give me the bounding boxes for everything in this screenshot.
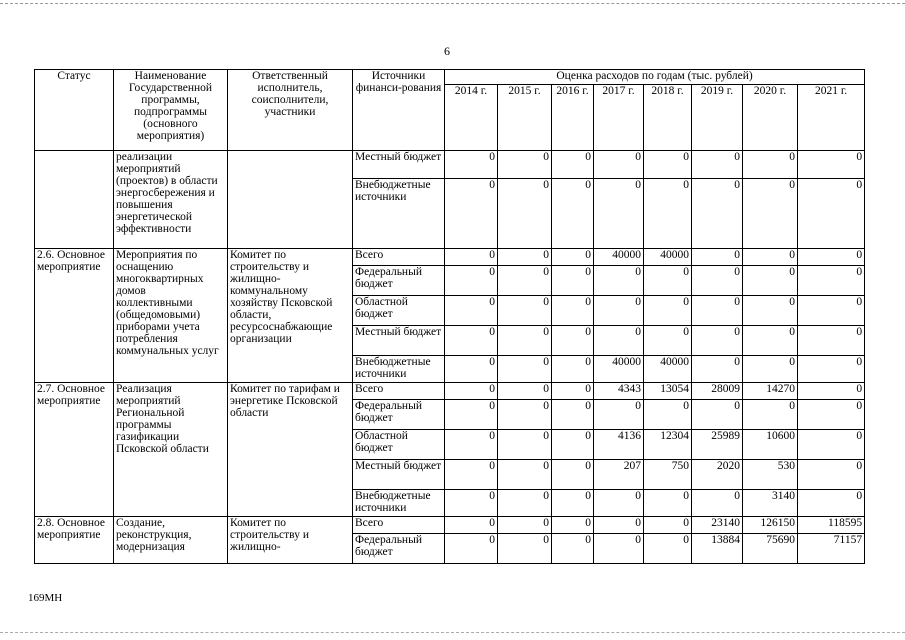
value-cell: 530: [743, 460, 798, 490]
responsible-cell: Комитет по строительству и жилищно-: [228, 517, 353, 564]
funding-source-cell: Местный бюджет: [353, 326, 445, 356]
value-cell: 0: [692, 326, 743, 356]
value-cell: 0: [445, 400, 498, 430]
bottom-dashed-line: [0, 632, 905, 633]
value-cell: 0: [644, 400, 692, 430]
value-cell: 3140: [743, 490, 798, 517]
value-cell: 0: [798, 249, 865, 266]
value-cell: 0: [644, 151, 692, 179]
value-cell: 0: [552, 534, 594, 564]
value-cell: 0: [798, 460, 865, 490]
value-cell: 0: [594, 400, 644, 430]
value-cell: 0: [552, 151, 594, 179]
value-cell: 4343: [594, 383, 644, 400]
responsible-cell: [228, 151, 353, 249]
value-cell: 40000: [594, 356, 644, 383]
value-cell: 0: [743, 296, 798, 326]
value-cell: 0: [798, 400, 865, 430]
value-cell: 0: [594, 326, 644, 356]
value-cell: 0: [692, 179, 743, 249]
funding-source-cell: Областной бюджет: [353, 296, 445, 326]
value-cell: 13884: [692, 534, 743, 564]
value-cell: 0: [498, 296, 552, 326]
value-cell: 0: [445, 266, 498, 296]
footer-code: 169МН: [28, 592, 63, 604]
value-cell: 0: [798, 151, 865, 179]
value-cell: 40000: [644, 356, 692, 383]
value-cell: 0: [552, 430, 594, 460]
header-costs: Оценка расходов по годам (тыс. рублей): [445, 70, 865, 85]
activity-name-cell: Мероприятия по оснащению многоквартирных домов коллективными (общедомовыми) приборами учета потребления коммунальных услуг: [114, 249, 228, 383]
value-cell: 0: [692, 266, 743, 296]
status-cell: 2.6. Основное мероприятие: [35, 249, 114, 383]
funding-source-cell: Всего: [353, 383, 445, 400]
value-cell: 13054: [644, 383, 692, 400]
header-name: Наименование Государственной программы, подпрограммы (основного мероприятия): [114, 70, 228, 151]
status-cell: [35, 151, 114, 249]
value-cell: 4136: [594, 430, 644, 460]
value-cell: 0: [445, 383, 498, 400]
status-cell: 2.8. Основное мероприятие: [35, 517, 114, 564]
value-cell: 0: [692, 151, 743, 179]
value-cell: 0: [798, 326, 865, 356]
value-cell: 0: [498, 356, 552, 383]
funding-source-cell: Внебюджетные источники: [353, 179, 445, 249]
header-year: 2020 г.: [743, 85, 798, 151]
activity-name-cell: Реализация мероприятий Региональной программы газификации Псковской области: [114, 383, 228, 517]
value-cell: 0: [498, 249, 552, 266]
status-cell: 2.7. Основное мероприятие: [35, 383, 114, 517]
value-cell: 0: [692, 249, 743, 266]
value-cell: 0: [594, 266, 644, 296]
value-cell: 126150: [743, 517, 798, 534]
value-cell: 0: [445, 517, 498, 534]
funding-source-cell: Федеральный бюджет: [353, 266, 445, 296]
value-cell: 750: [644, 460, 692, 490]
value-cell: 0: [594, 517, 644, 534]
funding-source-cell: Областной бюджет: [353, 430, 445, 460]
funding-source-cell: Внебюджетные источники: [353, 490, 445, 517]
value-cell: 0: [498, 179, 552, 249]
value-cell: 0: [445, 296, 498, 326]
value-cell: 0: [445, 534, 498, 564]
value-cell: 0: [445, 356, 498, 383]
value-cell: 0: [498, 326, 552, 356]
value-cell: 0: [644, 490, 692, 517]
header-year: 2016 г.: [552, 85, 594, 151]
funding-source-cell: Всего: [353, 517, 445, 534]
value-cell: 0: [498, 490, 552, 517]
value-cell: 0: [743, 151, 798, 179]
value-cell: 0: [798, 179, 865, 249]
value-cell: 0: [445, 460, 498, 490]
value-cell: 14270: [743, 383, 798, 400]
value-cell: 0: [498, 151, 552, 179]
value-cell: 12304: [644, 430, 692, 460]
activity-name-cell: Создание, реконструкция, модернизация: [114, 517, 228, 564]
value-cell: 0: [552, 383, 594, 400]
value-cell: 40000: [644, 249, 692, 266]
funding-source-cell: Местный бюджет: [353, 151, 445, 179]
top-dashed-line: [0, 3, 905, 4]
value-cell: 0: [594, 534, 644, 564]
table-row: [35, 383, 865, 400]
value-cell: 23140: [692, 517, 743, 534]
value-cell: 0: [743, 356, 798, 383]
value-cell: 0: [552, 517, 594, 534]
value-cell: 0: [644, 517, 692, 534]
funding-source-cell: Всего: [353, 249, 445, 266]
value-cell: 207: [594, 460, 644, 490]
header-year: 2021 г.: [798, 85, 865, 151]
value-cell: 0: [552, 460, 594, 490]
value-cell: 0: [552, 249, 594, 266]
funding-source-cell: Федеральный бюджет: [353, 534, 445, 564]
value-cell: 0: [798, 356, 865, 383]
funding-source-cell: Местный бюджет: [353, 460, 445, 490]
value-cell: 0: [498, 266, 552, 296]
value-cell: 118595: [798, 517, 865, 534]
value-cell: 0: [594, 179, 644, 249]
header-year: 2018 г.: [644, 85, 692, 151]
value-cell: 0: [743, 249, 798, 266]
responsible-cell: Комитет по тарифам и энергетике Псковской области: [228, 383, 353, 517]
value-cell: 0: [692, 490, 743, 517]
value-cell: 0: [743, 326, 798, 356]
value-cell: 0: [692, 296, 743, 326]
value-cell: 25989: [692, 430, 743, 460]
table-row: [35, 517, 865, 534]
value-cell: 0: [445, 430, 498, 460]
value-cell: 0: [552, 326, 594, 356]
funding-source-cell: Федеральный бюджет: [353, 400, 445, 430]
value-cell: 0: [644, 179, 692, 249]
value-cell: 0: [552, 400, 594, 430]
value-cell: 0: [498, 430, 552, 460]
value-cell: 0: [798, 296, 865, 326]
value-cell: 40000: [594, 249, 644, 266]
value-cell: 0: [798, 490, 865, 517]
value-cell: 0: [594, 151, 644, 179]
value-cell: 0: [594, 490, 644, 517]
value-cell: 0: [743, 179, 798, 249]
value-cell: 0: [743, 400, 798, 430]
value-cell: 0: [552, 356, 594, 383]
value-cell: 0: [498, 383, 552, 400]
value-cell: 0: [644, 326, 692, 356]
value-cell: 0: [498, 517, 552, 534]
value-cell: 0: [552, 490, 594, 517]
value-cell: 0: [445, 490, 498, 517]
header-year: 2017 г.: [594, 85, 644, 151]
value-cell: 0: [445, 326, 498, 356]
value-cell: 0: [692, 400, 743, 430]
value-cell: 71157: [798, 534, 865, 564]
header-sources: Источники финанси-рования: [353, 70, 445, 151]
header-year: 2015 г.: [498, 85, 552, 151]
value-cell: 0: [743, 266, 798, 296]
value-cell: 0: [445, 151, 498, 179]
value-cell: 2020: [692, 460, 743, 490]
value-cell: 0: [644, 534, 692, 564]
header-year: 2014 г.: [445, 85, 498, 151]
value-cell: 0: [552, 296, 594, 326]
value-cell: 0: [644, 296, 692, 326]
value-cell: 0: [498, 534, 552, 564]
value-cell: 0: [644, 266, 692, 296]
value-cell: 0: [498, 460, 552, 490]
value-cell: 0: [552, 179, 594, 249]
value-cell: 0: [798, 266, 865, 296]
value-cell: 0: [798, 430, 865, 460]
value-cell: 0: [498, 400, 552, 430]
header-responsible: Ответственный исполнитель, соисполнители, участники: [228, 70, 353, 151]
activity-name-cell: реализации мероприятий (проектов) в области энергосбережения и повышения энергетической эффективности: [114, 151, 228, 249]
table-row: [35, 249, 865, 266]
value-cell: 0: [798, 383, 865, 400]
table-row: [35, 151, 865, 179]
value-cell: 10600: [743, 430, 798, 460]
header-status: Статус: [35, 70, 114, 151]
value-cell: 0: [445, 179, 498, 249]
expenditure-table: [34, 69, 865, 564]
value-cell: 28009: [692, 383, 743, 400]
funding-source-cell: Внебюджетные источники: [353, 356, 445, 383]
value-cell: 75690: [743, 534, 798, 564]
value-cell: 0: [594, 296, 644, 326]
header-year: 2019 г.: [692, 85, 743, 151]
value-cell: 0: [552, 266, 594, 296]
responsible-cell: Комитет по строительству и жилищно-коммунальному хозяйству Псковской области, ресурсоснабжающие организации: [228, 249, 353, 383]
page-number: 6: [444, 44, 450, 58]
value-cell: 0: [692, 356, 743, 383]
value-cell: 0: [445, 249, 498, 266]
